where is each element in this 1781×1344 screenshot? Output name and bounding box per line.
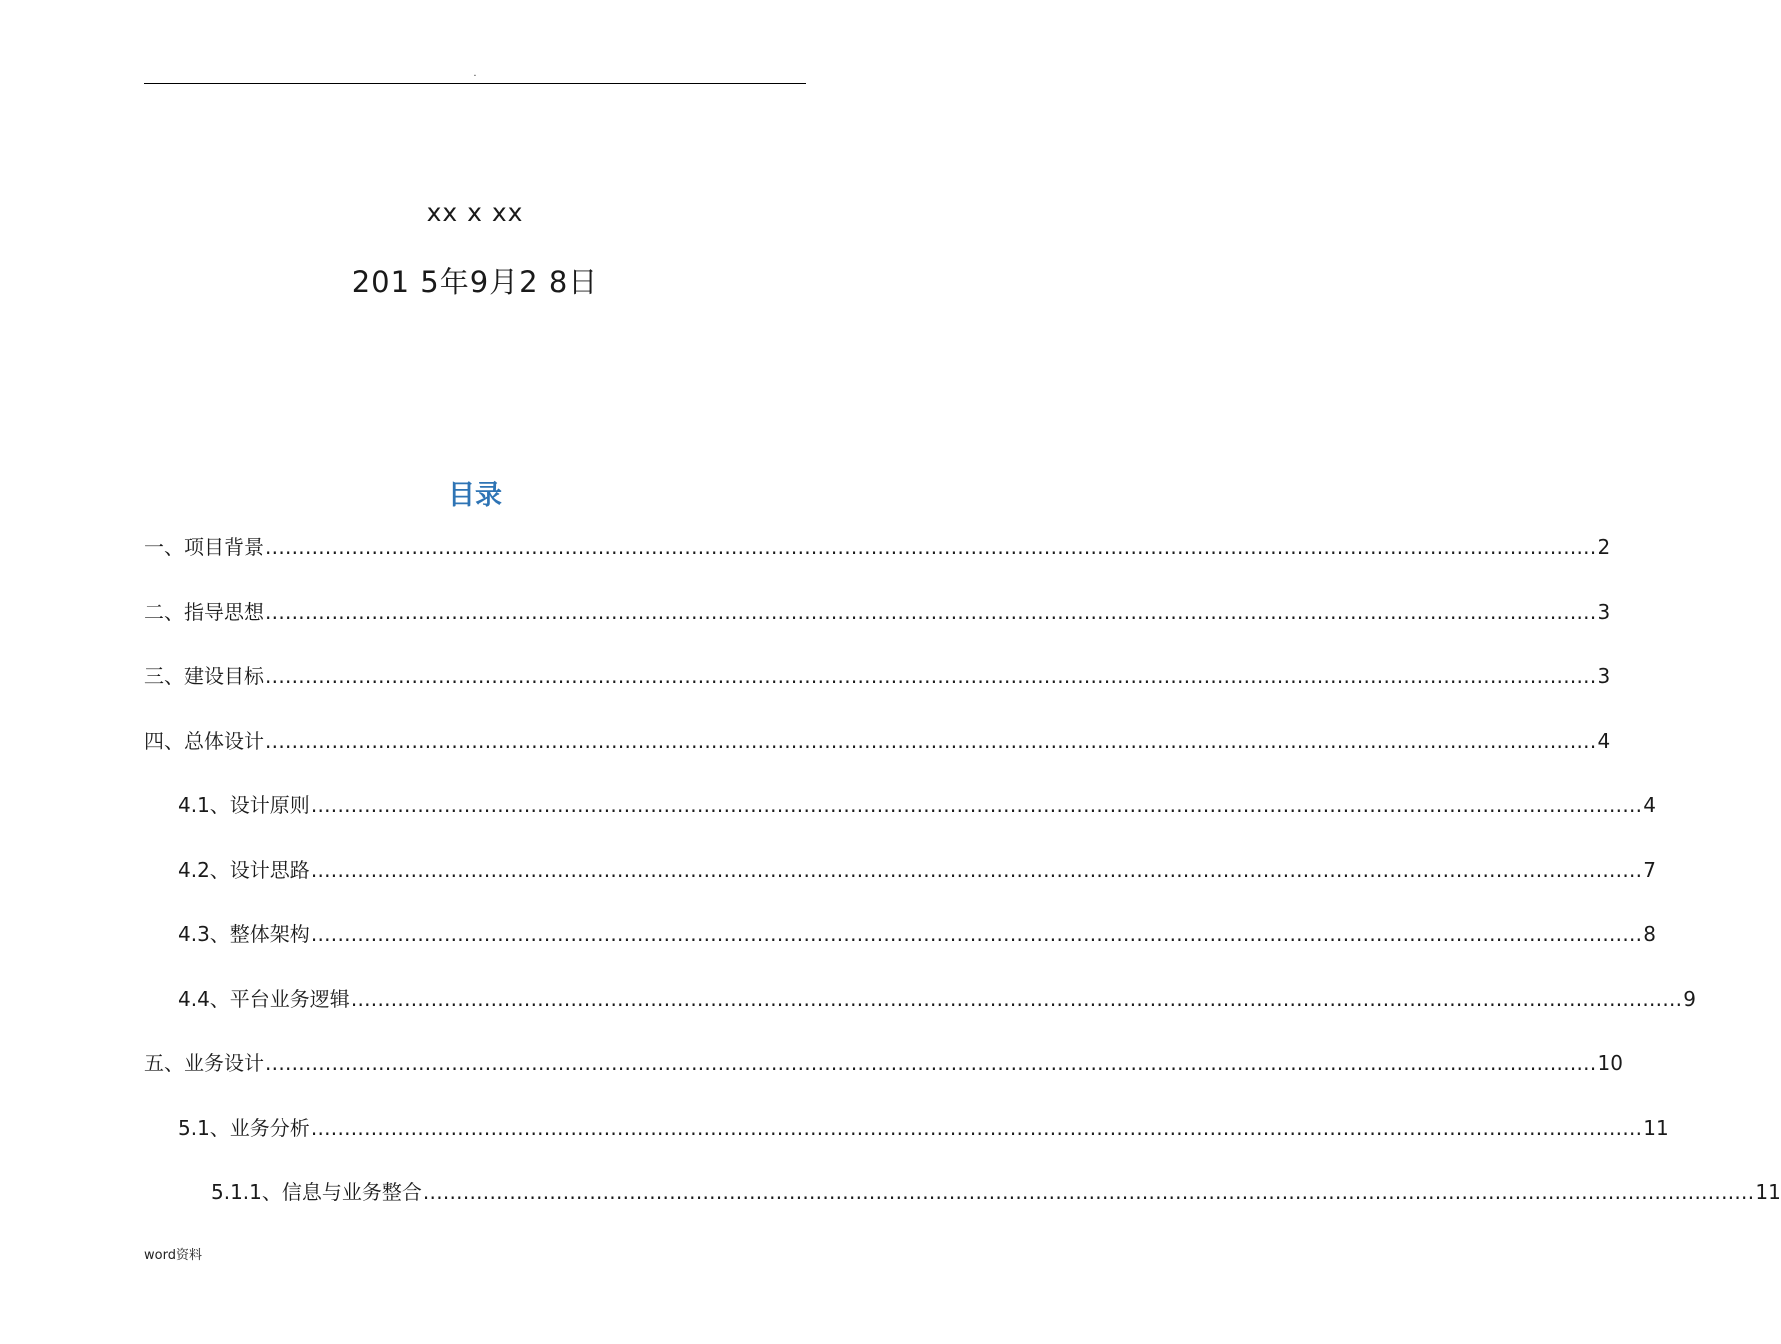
toc-entry[interactable] xyxy=(144,530,1611,595)
toc-dot-leader: ........................................................................................................................................................................................................ xyxy=(265,535,1597,559)
toc-entry-page-number: 4 xyxy=(1643,793,1657,817)
header-rule xyxy=(144,83,806,84)
toc-dot-leader: ........................................................................................................................................................................................................ xyxy=(265,1051,1597,1075)
toc-entry-label: 五、业务设计 xyxy=(144,1051,264,1075)
toc-entry-page-number: 11 xyxy=(1643,1115,1669,1140)
toc-entry[interactable] xyxy=(144,1111,1669,1176)
toc-entry[interactable] xyxy=(144,917,1657,982)
toc-dot-leader: ........................................................................................................................................................................................................ xyxy=(310,857,1643,882)
toc-dot-leader: ........................................................................................................................................................................................................ xyxy=(310,922,1643,946)
toc-entry-label: 5.1.1、信息与业务整合 xyxy=(211,1180,422,1204)
toc-entry-page-number: 11 xyxy=(1755,1180,1781,1204)
toc-entry-page-number: 2 xyxy=(1597,535,1611,559)
toc-title: 目录 xyxy=(448,480,502,511)
footer-text: word资料 xyxy=(144,1248,202,1263)
toc-entry-label: 4.4、平台业务逻辑 xyxy=(178,986,350,1011)
toc-dot-leader: ........................................................................................................................................................................................................ xyxy=(310,793,1643,817)
toc-entry[interactable] xyxy=(144,1175,1781,1240)
toc-entry-label: 四、总体设计 xyxy=(144,728,264,753)
toc-entry-page-number: 4 xyxy=(1597,728,1611,753)
toc-entry-label: 一、项目背景 xyxy=(144,535,264,559)
toc-entry-label: 4.3、整体架构 xyxy=(178,922,310,946)
toc-entry[interactable] xyxy=(144,595,1611,660)
toc-dot-leader: ........................................................................................................................................................................................................ xyxy=(422,1180,1755,1204)
document-date: 201 5年9月2 8日 xyxy=(351,265,599,299)
toc-dot-leader: ........................................................................................................................................................................................................ xyxy=(265,664,1597,688)
toc-entry[interactable] xyxy=(144,853,1657,918)
organization-name: xx x xx xyxy=(426,198,524,227)
toc-entry-page-number: 10 xyxy=(1597,1051,1623,1075)
toc-dot-leader: ........................................................................................................................................................................................................ xyxy=(350,986,1683,1011)
toc-entry[interactable] xyxy=(144,788,1657,853)
toc-entry-page-number: 8 xyxy=(1643,922,1657,946)
toc-entry-page-number: 7 xyxy=(1643,857,1657,882)
toc-entry-page-number: 3 xyxy=(1597,664,1611,688)
toc-entry[interactable] xyxy=(144,982,1697,1047)
toc-entry-page-number: 9 xyxy=(1683,986,1697,1011)
toc-entry[interactable] xyxy=(144,724,1611,789)
toc-entry-page-number: 3 xyxy=(1597,599,1611,624)
toc-entry-label: 4.1、设计原则 xyxy=(178,793,310,817)
toc-entry[interactable] xyxy=(144,1046,1623,1111)
toc-dot-leader: ........................................................................................................................................................................................................ xyxy=(265,728,1597,753)
header-mark: . xyxy=(473,68,477,79)
table-of-contents xyxy=(144,530,1781,1240)
toc-entry-label: 二、指导思想 xyxy=(144,599,264,624)
toc-entry[interactable] xyxy=(144,659,1611,724)
toc-dot-leader: ........................................................................................................................................................................................................ xyxy=(265,599,1597,624)
toc-dot-leader: ........................................................................................................................................................................................................ xyxy=(310,1115,1643,1140)
toc-entry-label: 三、建设目标 xyxy=(144,664,264,688)
toc-entry-label: 4.2、设计思路 xyxy=(178,857,310,882)
toc-entry-label: 5.1、业务分析 xyxy=(178,1115,310,1140)
